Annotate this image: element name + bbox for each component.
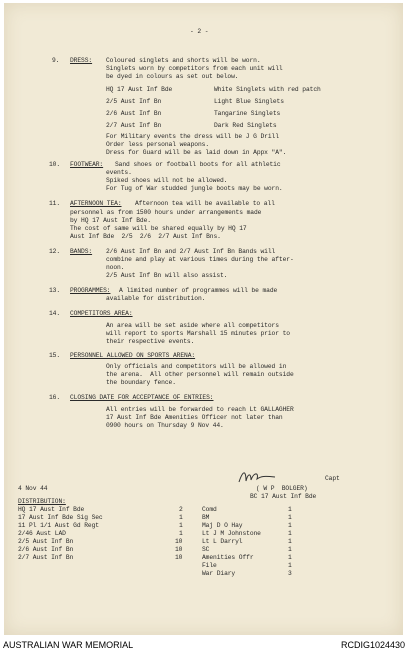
distribution-entry: 11 Pl 1/1 Aust Gd Regt (18, 522, 99, 529)
section-title: FOOTWEAR: (70, 161, 104, 168)
distribution-entry: 2/5 Aust Inf Bn (18, 538, 74, 545)
section-number: 11. (49, 200, 61, 207)
distribution-qty: 3 (288, 570, 292, 577)
distribution-qty: 1 (288, 562, 292, 569)
distribution-entry: File (202, 562, 217, 569)
section-number: 15. (49, 352, 61, 359)
colour-value: Tangarine Singlets (214, 110, 281, 117)
distribution-qty: 10 (175, 546, 183, 553)
distribution-qty: 1 (288, 546, 292, 553)
section-line: their respective events. (106, 338, 195, 345)
section-line: All entries will be forwarded to reach Lt GALLAGHER (106, 406, 294, 413)
section-line: the boundary fence. (106, 379, 176, 386)
distribution-qty: 2 (179, 506, 183, 513)
section-title: COMPETITORS AREA: (70, 310, 133, 317)
distribution-entry: HQ 17 Aust Inf Bde (18, 506, 85, 513)
distribution-qty: 1 (179, 530, 183, 537)
distribution-qty: 1 (288, 554, 292, 561)
section-line: Only officials and competitors will be allowed in (106, 363, 287, 370)
distribution-qty: 1 (288, 514, 292, 521)
document-page (4, 3, 403, 635)
dress-note: Dress for Guard will be as laid down in Appx "A". (106, 149, 287, 156)
distribution-entry: BM (202, 514, 210, 521)
distribution-entry: Comd (202, 506, 217, 513)
archive-name: AUSTRALIAN WAR MEMORIAL (3, 640, 134, 650)
colour-value: Dark Red Singlets (214, 122, 277, 129)
dress-note: For Military events the dress will be J G Drill (106, 133, 279, 140)
section-line: the arena. All other personnel will remain outside (106, 371, 294, 378)
section-number: 16. (49, 394, 61, 401)
archive-footer (0, 636, 409, 653)
distribution-entry: 17 Aust Inf Bde Sig Sec (18, 514, 103, 521)
distribution-entry: Amenities Offr (202, 554, 254, 561)
document-date: 4 Nov 44 (18, 485, 48, 492)
distribution-entry: Lt L Darryl (202, 538, 243, 545)
distribution-entry: 2/7 Aust Inf Bn (18, 554, 74, 561)
distribution-qty: 10 (175, 538, 183, 545)
section-line: combine and play at various times during the after- (106, 256, 294, 263)
distribution-title: DISTRIBUTION: (18, 498, 66, 505)
section-line: available for distribution. (106, 295, 206, 302)
section-line: by HQ 17 Aust Inf Bde. (70, 217, 151, 224)
section-line: 2/5 Aust Inf Bn will also assist. (106, 272, 228, 279)
section-title: BANDS: (70, 248, 93, 255)
distribution-entry: Maj D O Hay (202, 522, 243, 529)
signature-appointment: BC 17 Aust Inf Bde (250, 493, 317, 500)
colour-value: Light Blue Singlets (214, 98, 284, 105)
section-number: 14. (49, 310, 61, 317)
distribution-qty: 1 (288, 522, 292, 529)
section-line: will report to sports Marshall 15 minutes prior to (106, 330, 290, 337)
section-title: AFTERNOON TEA: (70, 200, 122, 207)
colour-unit: 2/6 Aust Inf Bn (106, 110, 162, 117)
signature-rank: Capt (325, 475, 340, 482)
section-line: The cost of same will be shared equally by HQ 17 (70, 225, 247, 232)
section-title: CLOSING DATE FOR ACCEPTANCE OF ENTRIES: (70, 394, 214, 401)
section-line: Coloured singlets and shorts will be worn. (106, 57, 261, 64)
distribution-entry: 2/6 Aust Inf Bn (18, 546, 74, 553)
distribution-qty: 1 (288, 530, 292, 537)
section-number: 13. (49, 287, 61, 294)
signature-name: ( W P BOLGER) (256, 485, 308, 492)
section-line: For Tug of War studded jungle boots may be worn. (106, 185, 283, 192)
section-number: 10. (49, 161, 61, 168)
section-line: Afternoon tea will be available to all (135, 200, 275, 207)
distribution-qty: 1 (288, 506, 292, 513)
colour-value: White Singlets with red patch (214, 86, 321, 93)
section-line: noon. (106, 264, 125, 271)
section-line: 0900 hours on Thursday 9 Nov 44. (106, 422, 224, 429)
distribution-qty: 1 (179, 514, 183, 521)
page-number: - 2 - (190, 28, 209, 35)
distribution-qty: 1 (179, 522, 183, 529)
distribution-qty: 1 (288, 538, 292, 545)
colour-unit: 2/5 Aust Inf Bn (106, 98, 162, 105)
section-number: 12. (49, 248, 61, 255)
colour-unit: HQ 17 Aust Inf Bde (106, 86, 173, 93)
colour-unit: 2/7 Aust Inf Bn (106, 122, 162, 129)
section-line: 17 Aust Inf Bde Amenities Officer not later than (106, 414, 283, 421)
section-number: 9. (52, 57, 60, 64)
section-line: Aust Inf Bde 2/5 2/6 2/7 Aust Inf Bns. (70, 233, 221, 240)
distribution-entry: 2/46 Aust LAD (18, 530, 66, 537)
distribution-entry: SC (202, 546, 210, 553)
section-line: events. (106, 169, 132, 176)
section-line: A limited number of programmes will be made (119, 287, 278, 294)
section-line: Sand shoes or football boots for all athletic (115, 161, 281, 168)
section-line: personnel as from 1500 hours under arrangements made (70, 209, 262, 216)
distribution-entry: War Diary (202, 570, 236, 577)
section-line: An area will be set aside where all competitors (106, 322, 279, 329)
section-title: DRESS: (70, 57, 93, 64)
section-title: PERSONNEL ALLOWED ON SPORTS ARENA: (70, 352, 196, 359)
dress-note: Order less personal weapons. (106, 141, 210, 148)
distribution-qty: 10 (175, 554, 183, 561)
distribution-entry: Lt J M Johnstone (202, 530, 261, 537)
section-line: 2/6 Aust Inf Bn and 2/7 Aust Inf Bn Bands will (106, 248, 276, 255)
section-line: Singlets worn by competitors from each unit will (106, 65, 283, 72)
section-line: Spiked shoes will not be allowed. (106, 177, 228, 184)
section-line: be dyed in colours as set out below. (106, 73, 239, 80)
section-title: PROGRAMMES: (70, 287, 111, 294)
archive-reference: RCDIG1024430 (340, 640, 405, 650)
